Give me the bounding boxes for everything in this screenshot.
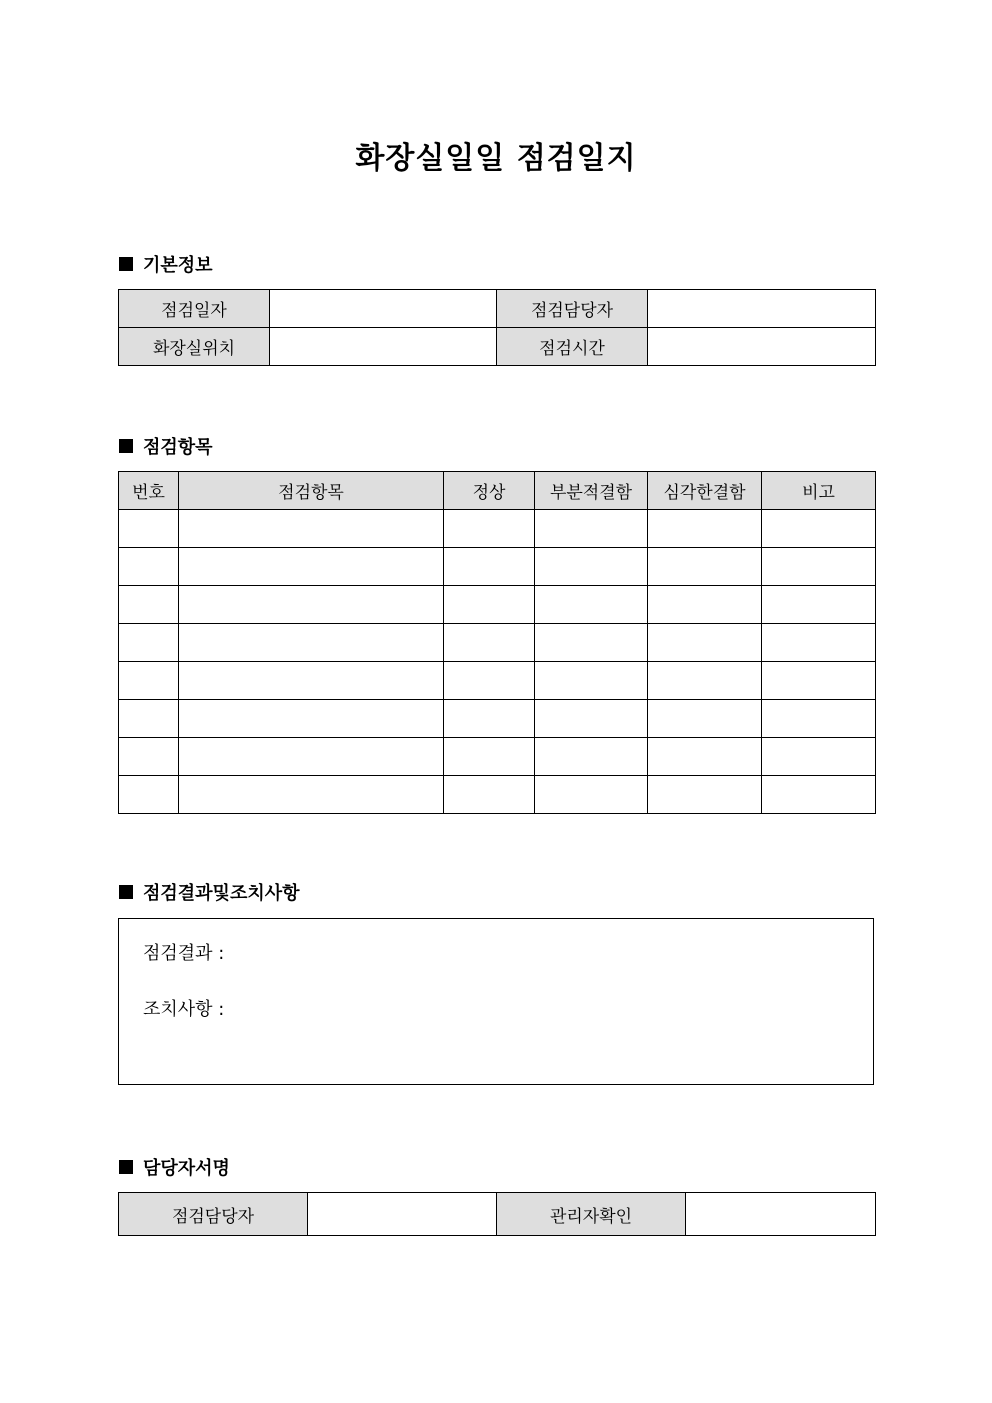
table-row <box>119 624 876 662</box>
table-cell[interactable] <box>179 510 444 548</box>
table-cell[interactable] <box>648 624 762 662</box>
table-cell[interactable] <box>179 662 444 700</box>
table-cell[interactable] <box>119 700 179 738</box>
signature-manager-label: 관리자확인 <box>497 1193 686 1236</box>
table-cell[interactable] <box>444 586 535 624</box>
signature-manager-field[interactable] <box>686 1193 876 1236</box>
basic-info-table <box>118 289 876 366</box>
table-cell[interactable] <box>119 510 179 548</box>
table-cell[interactable] <box>762 548 876 586</box>
location-field[interactable] <box>270 328 497 366</box>
table-cell[interactable] <box>119 738 179 776</box>
section-items-heading <box>119 434 213 458</box>
signature-inspector-label: 점검담당자 <box>119 1193 308 1236</box>
section-sign-title: 담당자서명 <box>143 1158 230 1179</box>
inspection-items-table <box>118 471 876 814</box>
header-number: 번호 <box>119 472 179 510</box>
table-cell[interactable] <box>179 548 444 586</box>
inspection-date-field[interactable] <box>270 290 497 328</box>
table-cell[interactable] <box>762 662 876 700</box>
table-cell[interactable] <box>648 510 762 548</box>
table-cell[interactable] <box>119 624 179 662</box>
table-cell[interactable] <box>444 548 535 586</box>
table-cell[interactable] <box>119 586 179 624</box>
header-remarks: 비고 <box>762 472 876 510</box>
table-cell[interactable] <box>535 586 648 624</box>
section-result-title: 점검결과및조치사항 <box>143 883 300 904</box>
table-cell[interactable] <box>535 776 648 814</box>
table-cell[interactable] <box>648 700 762 738</box>
header-partial-defect: 부분적결함 <box>535 472 648 510</box>
square-bullet-icon <box>119 885 133 899</box>
location-label: 화장실위치 <box>119 328 270 366</box>
table-cell[interactable] <box>179 776 444 814</box>
signature-inspector-field[interactable] <box>308 1193 497 1236</box>
table-row <box>119 586 876 624</box>
table-cell[interactable] <box>444 624 535 662</box>
table-cell[interactable] <box>648 586 762 624</box>
table-cell[interactable] <box>179 624 444 662</box>
page-title: 화장실일일 점검일지 <box>355 141 637 176</box>
table-row <box>119 738 876 776</box>
header-normal: 정상 <box>444 472 535 510</box>
table-cell[interactable] <box>444 776 535 814</box>
table-cell[interactable] <box>119 776 179 814</box>
header-severe-defect: 심각한결함 <box>648 472 762 510</box>
table-cell[interactable] <box>535 510 648 548</box>
table-cell[interactable] <box>444 510 535 548</box>
table-row <box>119 510 876 548</box>
table-cell[interactable] <box>179 586 444 624</box>
table-cell[interactable] <box>648 738 762 776</box>
table-cell[interactable] <box>762 510 876 548</box>
square-bullet-icon <box>119 439 133 453</box>
section-items-title: 점검항목 <box>143 437 213 458</box>
table-cell[interactable] <box>535 662 648 700</box>
inspection-time-label: 점검시간 <box>497 328 648 366</box>
section-sign-heading <box>119 1155 230 1179</box>
header-item: 점검항목 <box>179 472 444 510</box>
table-cell[interactable] <box>648 776 762 814</box>
table-row <box>119 776 876 814</box>
result-box[interactable] <box>118 918 874 1085</box>
section-result-heading <box>119 880 300 904</box>
table-cell[interactable] <box>119 662 179 700</box>
table-cell[interactable] <box>535 624 648 662</box>
table-cell[interactable] <box>535 700 648 738</box>
inspection-time-field[interactable] <box>648 328 876 366</box>
result-label: 점검결과 : <box>143 943 225 964</box>
table-cell[interactable] <box>762 738 876 776</box>
table-row <box>119 700 876 738</box>
table-row <box>119 548 876 586</box>
table-cell[interactable] <box>179 700 444 738</box>
table-cell[interactable] <box>762 700 876 738</box>
table-cell[interactable] <box>535 738 648 776</box>
table-cell[interactable] <box>762 586 876 624</box>
inspector-label: 점검담당자 <box>497 290 648 328</box>
table-cell[interactable] <box>444 738 535 776</box>
table-cell[interactable] <box>762 776 876 814</box>
table-cell[interactable] <box>444 700 535 738</box>
table-cell[interactable] <box>444 662 535 700</box>
inspection-date-label: 점검일자 <box>119 290 270 328</box>
table-row <box>119 662 876 700</box>
square-bullet-icon <box>119 1160 133 1174</box>
square-bullet-icon <box>119 257 133 271</box>
signature-table <box>118 1192 876 1236</box>
table-cell[interactable] <box>648 548 762 586</box>
section-basic-title: 기본정보 <box>143 255 213 276</box>
inspector-field[interactable] <box>648 290 876 328</box>
table-cell[interactable] <box>535 548 648 586</box>
action-label: 조치사항 : <box>143 999 225 1020</box>
table-cell[interactable] <box>119 548 179 586</box>
table-cell[interactable] <box>648 662 762 700</box>
section-basic-heading <box>119 252 213 276</box>
table-cell[interactable] <box>179 738 444 776</box>
table-cell[interactable] <box>762 624 876 662</box>
